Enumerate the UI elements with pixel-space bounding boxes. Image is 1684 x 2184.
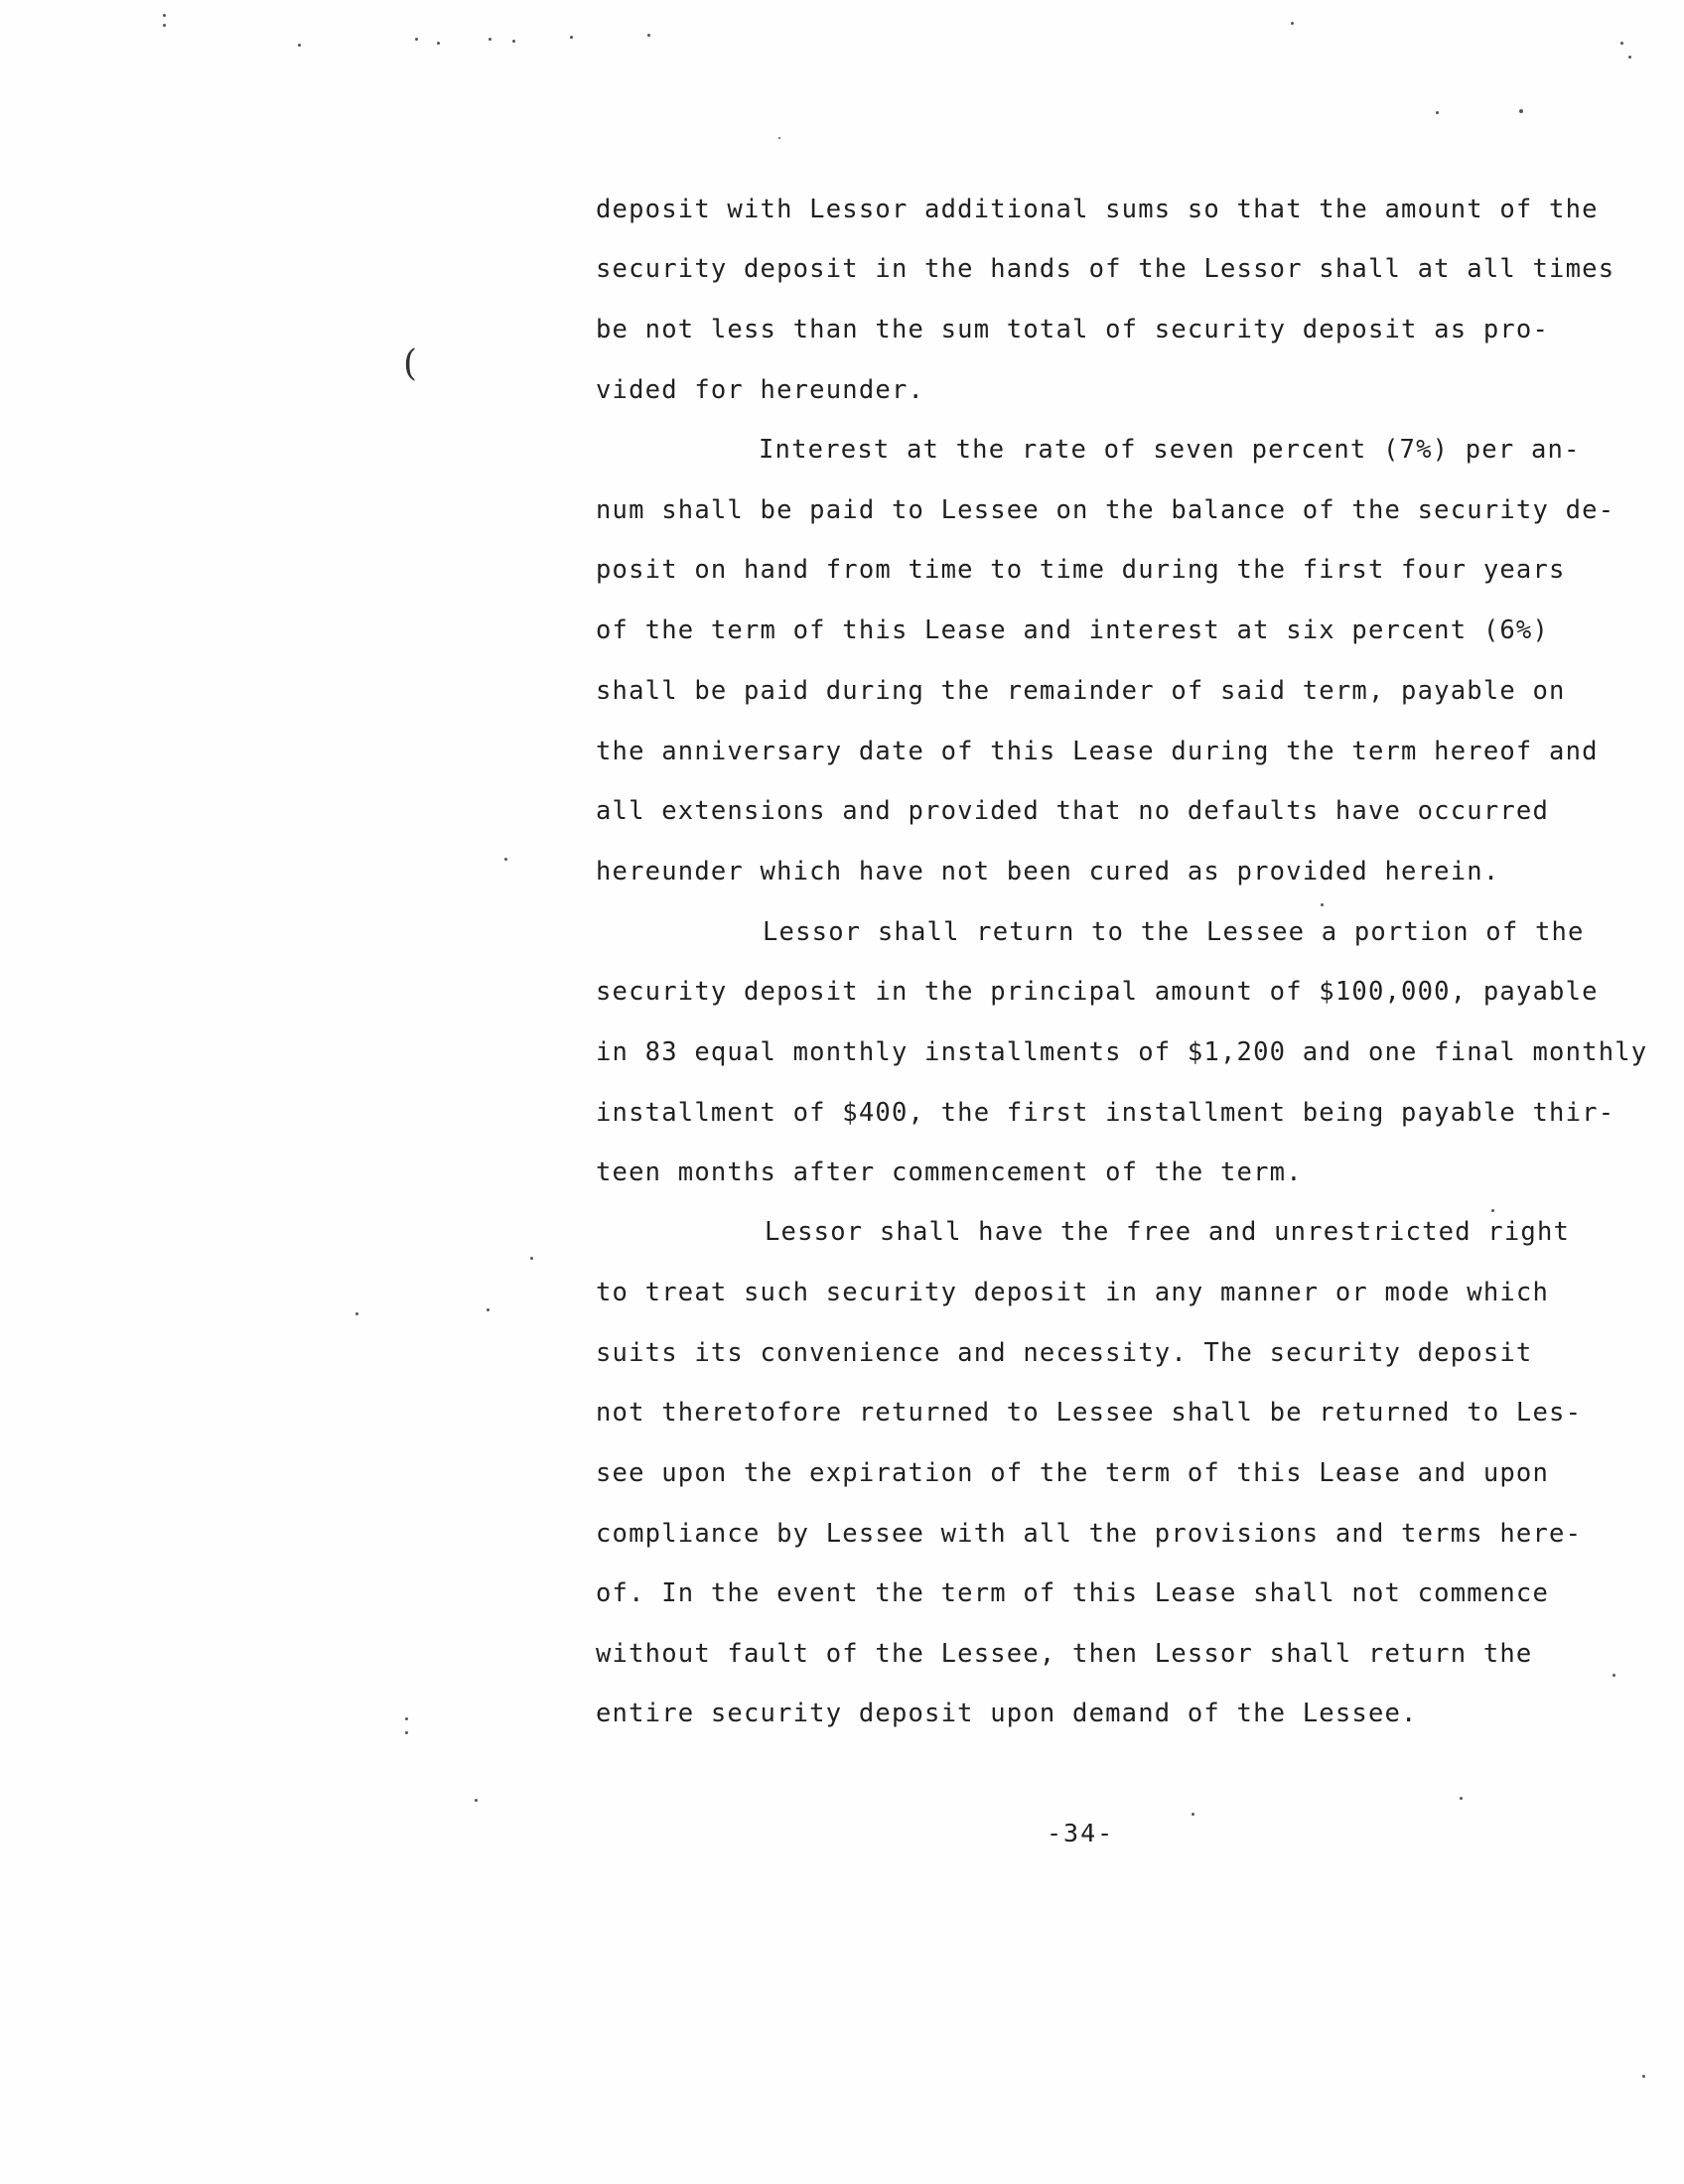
- scan-speck: [1460, 1797, 1463, 1800]
- scan-speck: [489, 38, 491, 41]
- scan-speck: [415, 38, 418, 41]
- scan-speck: [1291, 22, 1294, 25]
- scan-speck: [355, 1312, 358, 1315]
- text-line: see upon the expiration of the term of this Lease and upon: [596, 1458, 1550, 1488]
- text-line: teen months after commencement of the term.: [596, 1158, 1303, 1187]
- text-line: the anniversary date of this Lease during the term hereof and: [596, 737, 1599, 766]
- text-line: hereunder which have not been cured as provided herein.: [596, 857, 1500, 887]
- text-line: num shall be paid to Lessee on the balance of the security de-: [596, 495, 1615, 525]
- text-line: security deposit in the principal amount of $100,000, payable: [596, 977, 1599, 1007]
- text-line: security deposit in the hands of the Lessor shall at all times: [596, 254, 1615, 284]
- text-line: in 83 equal monthly installments of $1,200 and one final monthly: [596, 1037, 1648, 1067]
- scan-speck: [437, 42, 440, 45]
- scan-speck: [647, 34, 650, 37]
- scan-speck: [778, 137, 780, 139]
- text-line: Lessor shall return to the Lessee a portion of the: [763, 917, 1585, 947]
- margin-mark: (: [403, 343, 418, 384]
- scan-speck: [1436, 111, 1439, 114]
- scan-speck: [530, 1257, 533, 1260]
- scan-speck: [405, 1731, 408, 1734]
- scan-speck: [487, 1308, 490, 1311]
- text-line: deposit with Lessor additional sums so that the amount of the: [596, 195, 1599, 224]
- scan-speck: [1491, 1209, 1494, 1212]
- scan-speck: [1321, 903, 1324, 906]
- scan-speck: [570, 36, 573, 39]
- text-line: compliance by Lessee with all the provisions and terms here-: [596, 1519, 1583, 1549]
- text-line: suits its convenience and necessity. The security deposit: [596, 1338, 1533, 1368]
- scan-speck: [1519, 109, 1523, 113]
- text-line: to treat such security deposit in any manner or mode which: [596, 1278, 1550, 1307]
- text-line: without fault of the Lessee, then Lessor shall return the: [596, 1639, 1533, 1669]
- scan-speck: [512, 40, 515, 43]
- scan-speck: [504, 858, 507, 861]
- scan-speck: [298, 44, 301, 47]
- scan-speck: [163, 14, 166, 17]
- scan-speck: [405, 1717, 408, 1720]
- scan-speck: [1628, 56, 1631, 59]
- text-line: installment of $400, the first installment being payable thir-: [596, 1098, 1615, 1128]
- text-line: be not less than the sum total of security deposit as pro-: [596, 315, 1550, 344]
- scan-speck: [1613, 1674, 1615, 1677]
- text-line: vided for hereunder.: [596, 375, 925, 405]
- text-line: Interest at the rate of seven percent (7%) per an-: [759, 435, 1581, 465]
- text-line: shall be paid during the remainder of said term, payable on: [596, 676, 1566, 706]
- text-line: of the term of this Lease and interest at six percent (6%): [596, 615, 1550, 645]
- page-number: -34-: [1047, 1819, 1115, 1847]
- text-line: of. In the event the term of this Lease shall not commence: [596, 1578, 1550, 1608]
- scan-speck: [1642, 2075, 1645, 2078]
- text-line: posit on hand from time to time during the first four years: [596, 555, 1566, 585]
- text-line: Lessor shall have the free and unrestricted right: [765, 1217, 1571, 1247]
- scan-speck: [475, 1799, 478, 1802]
- text-line: not theretofore returned to Lessee shall be returned to Les-: [596, 1398, 1583, 1428]
- scan-speck: [163, 24, 166, 27]
- text-line: all extensions and provided that no defaults have occurred: [596, 796, 1550, 826]
- scan-speck: [1620, 42, 1623, 45]
- text-line: entire security deposit upon demand of the Lessee.: [596, 1699, 1418, 1728]
- scan-speck: [1192, 1813, 1194, 1816]
